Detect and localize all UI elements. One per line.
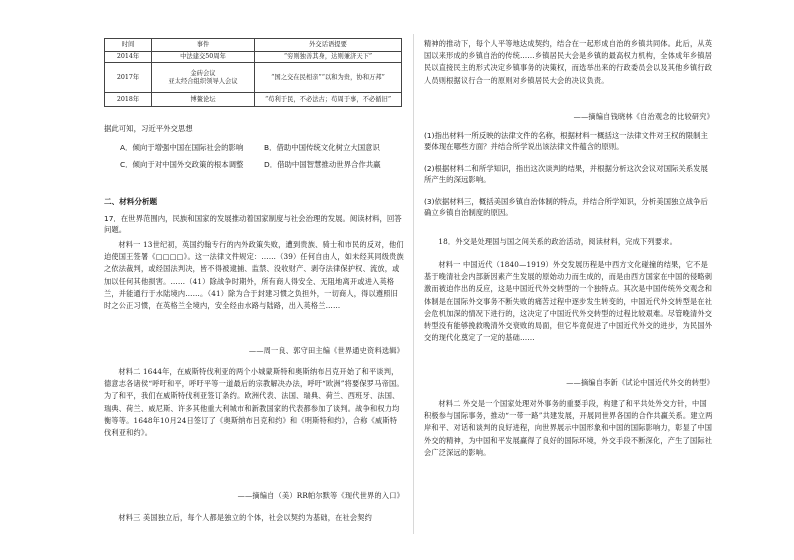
table-cell-event: 中法建交50周年 bbox=[152, 52, 255, 63]
option-a: A．倾向于增强中国在国际社会的影响 bbox=[120, 143, 244, 152]
q18-intro: 18．外交是处理国与国之间关系的政治活动，阅读材料，完成下列要求。 bbox=[438, 237, 677, 246]
table-header-cell: 事件 bbox=[152, 39, 255, 52]
table-cell-quote: “穷则独善其身，达则兼济天下” bbox=[255, 52, 402, 63]
table-row bbox=[105, 63, 402, 93]
table-cell-year: 2014年 bbox=[105, 52, 152, 63]
sub-question-1: (1)指出材料一所反映的法律文件的名称，根据材料一概括这一法律文件对王权的限制主要体现在哪些方面？并结合所学说出该法律文件蕴含的原则。 bbox=[424, 131, 708, 151]
option-d: D．借助中国智慧推动世界合作共赢 bbox=[264, 160, 381, 169]
table-header-cell: 外交话语提要 bbox=[255, 39, 402, 52]
q17-intro: 17．在世界范围内，民族和国家的发展推动着国家制度与社会治理的发展。阅读材料，回答问题。 bbox=[104, 214, 402, 234]
q18-material-1: 材料一 中国近代（1840—1919）外交发展历程是中西方文化碰撞的结果，它不是基于晚清社会内部新因素产生发展的原始动力而生成的，而是由西方国家在中国的侵略刺激而被迫作出的反应，这是中国近代外交转型的一个独特点。其次是中国传统外交观念和体制是在国际外交事务不断失败的痛苦过程中逐步发生转变的，中国近代外交转型是在社会危机加深的情况下进行的，这决定了中国近代外交转型的过程比较艰难。尽管晚清外交转型没有能够挽救晚清外交衰败的局面，但它毕竟促进了中国近代外交的进步，为民国外交的现代化奠定了一定的基础…… bbox=[424, 260, 713, 343]
material-2-source: ——摘编自（美）RR帕尔默等《现代世界的入口》 bbox=[237, 491, 404, 500]
q18-material-2: 材料二 外交是一个国家处理对外事务的重要手段，构建了和平共处外交方针，中国积极参与国际事务，推动“一带一路”共建发展，开展同世界各国的合作共赢关系。建立两岸和平、对话和谈判的良好进程，向世界展示中国形象和中国的国际影响力，彰显了中国外交的精神，为中国和平发展赢得了良好的国际环境，外交手段不断深化，产生了国际社会广泛深远的影响。 bbox=[424, 399, 713, 457]
material-3-continued: 精神的推动下，每个人平等地达成契约，结合在一起形成自治的乡镇共同体。此后，从英国以来形成的乡镇自治的传统……乡镇居民大会是乡镇的最高权力机构，全体成年乡镇居民以直接民主的形式决定乡镇事务的决策权，而选举出来的行政委员会以及其他乡镇行政人员则根据议行合一的原则对乡镇居民大会的决议负责。 bbox=[424, 39, 713, 85]
table-row bbox=[105, 52, 402, 63]
table-header-cell: 时间 bbox=[105, 39, 152, 52]
table-row bbox=[105, 93, 402, 107]
table-cell-year: 2018年 bbox=[105, 93, 152, 107]
table-cell-quote: “苟利于民，不必法古；苟周于事，不必循旧” bbox=[255, 93, 402, 107]
material-1: 材料一 13世纪初，英国约翰专行的内外政策失败，遭到贵族、骑士和市民的反对，他们迫使国王签署《□□□□》。这一法律文件规定：……（39）任何自由人，如未经其同级贵族之依法裁判，或经国法判决，皆不得被逮捕、监禁、没收财产、剥夺法律保护权、流放，或加以任何其他损害。……（41）除战争时期外，所有商人得安全、无阻地离开或进入英格兰，并能通行于水陆境内……。（41）除为合于封建习惯之负担外，一切商人，得以遵照旧时之公正习惯，在英格兰全境内，安全经由水路与陆路，出入英格兰…… bbox=[104, 240, 404, 311]
question-stem: 据此可知，习近平外交思想 bbox=[104, 124, 193, 133]
sub-question-2: (2)根据材料二和所学知识，指出这次谈判的结果，并根据分析这次会议对国际关系发展所产生的深远影响。 bbox=[424, 164, 708, 184]
column-divider bbox=[413, 34, 414, 534]
material-1-source: ——周一良、郭守田主编《世界通史资料选辑》 bbox=[248, 346, 404, 355]
q18-material-1-source: ——摘编自李新《试论中国近代外交的转型》 bbox=[566, 378, 714, 387]
option-c: C．倾向于对中国外交政策的根本调整 bbox=[120, 160, 244, 169]
table-cell-quote: “国之交在民相亲”“以和为贵，协和万邦” bbox=[255, 63, 402, 93]
table-header-row bbox=[105, 39, 402, 52]
diplomacy-table bbox=[104, 38, 402, 107]
material-3-source: ——摘编自钱晓林《自治观念的比较研究》 bbox=[573, 112, 714, 121]
table-cell-event: 博鳌论坛 bbox=[152, 93, 255, 107]
material-3: 材料三 美国独立后，每个人都是独立的个体，社会以契约为基础，在社会契约 bbox=[118, 513, 373, 522]
section-title: 二、材料分析题 bbox=[104, 197, 158, 206]
material-2: 材料二 1644年，在威斯特伐利亚的两个小城蒙斯特和奥斯纳布吕克开始了和平谈判，德意志各诸侯“呼吁和平，呼吁平等一道最后的宗教解决办法，呼吁“欧洲”将要保罗马帝国。为了和平，我们在威斯特伐利亚签订条约。欧洲代表、法国、瑞典、荷兰、西班牙、法国、瑞典、荷兰、威尼斯、许多其他重大利城市和新教国家的代表都参加了谈判。战争和权力均衡等等。1648年10月24日签订了《奥斯纳布吕克和约》和《明斯特和约》，合称《威斯特伐利亚和约》。 bbox=[104, 367, 404, 438]
option-b: B．借助中国传统文化树立大国意识 bbox=[264, 143, 380, 152]
table-cell-event: 金砖会议 亚太经合组织领导人会议 bbox=[152, 63, 255, 93]
table-cell-year: 2017年 bbox=[105, 63, 152, 93]
sub-question-3: (3)依据材料三，概括美国乡镇自治体制的特点，并结合所学知识，分析美国独立战争后确立乡镇自治制度的原因。 bbox=[424, 197, 708, 217]
